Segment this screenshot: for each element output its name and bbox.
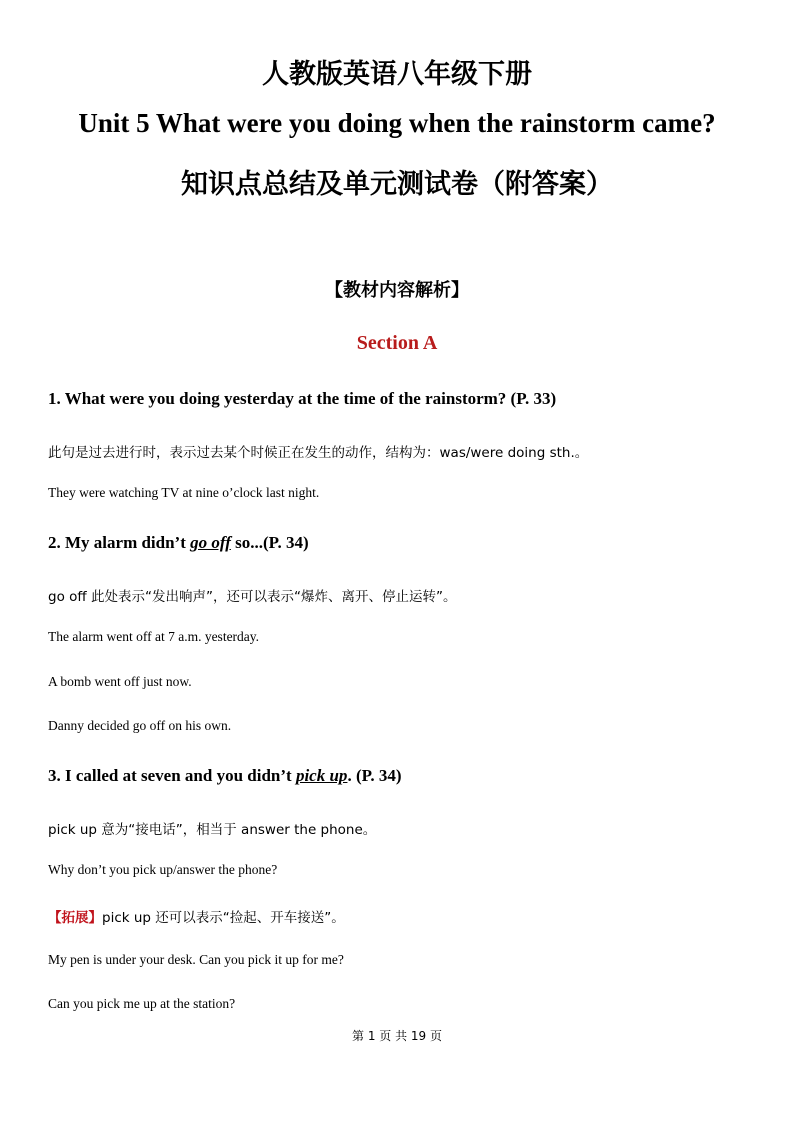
content-analysis-heading: 【教材内容解析】 [325, 280, 469, 301]
point-3-question-suffix: . (P. 34) [347, 766, 402, 785]
point-2-key-phrase: go off [190, 533, 231, 552]
point-3-question-text: 3. I called at seven and you didn’t [48, 766, 296, 785]
section-heading: Section A [356, 332, 438, 354]
point-2-example-3: Danny decided go off on his own. [48, 718, 232, 733]
title-line-1: 人教版英语八年级下册 [262, 59, 532, 90]
point-2-example-1: The alarm went off at 7 a.m. yesterday. [48, 629, 260, 644]
point-3-explanation: pick up 意为“接电话”，相当于 answer the phone。 [48, 822, 377, 838]
point-3-question [48, 766, 402, 786]
point-2-question-suffix: so...(P. 34) [230, 533, 309, 552]
title-line-3: 知识点总结及单元测试卷（附答案） [181, 169, 613, 200]
point-2-explanation: go off 此处表示“发出响声”，还可以表示“爆炸、离开、停止运转”。 [48, 589, 457, 605]
point-2-question-text: 2. My alarm didn’t [48, 533, 191, 552]
title-line-2: Unit 5 What were you doing when the rainstorm came? [78, 108, 716, 138]
point-1-example: They were watching TV at nine o’clock last night. [48, 485, 320, 500]
point-2-example-2: A bomb went off just now. [48, 674, 192, 689]
point-3-example-2: My pen is under your desk. Can you pick it up for me? [48, 952, 344, 967]
point-1-question [48, 389, 556, 409]
point-3-extension [48, 906, 345, 926]
extension-text: pick up 还可以表示“捡起、开车接送”。 [102, 910, 345, 926]
point-3-example-3: Can you pick me up at the station? [48, 996, 236, 1011]
point-1-question-text: 1. What were you doing yesterday at the time of the rainstorm? (P. 33) [48, 389, 557, 408]
point-3-key-phrase: pick up [295, 766, 348, 785]
extension-tag: 【拓展】 [48, 910, 102, 926]
point-1-explanation: 此句是过去进行时，表示过去某个时候正在发生的动作，结构为：was/were doing sth.。 [48, 445, 589, 461]
page-number-footer: 第 1 页 共 19 页 [352, 1029, 442, 1043]
point-3-example-1: Why don’t you pick up/answer the phone? [48, 862, 278, 877]
point-2-question [48, 533, 309, 553]
